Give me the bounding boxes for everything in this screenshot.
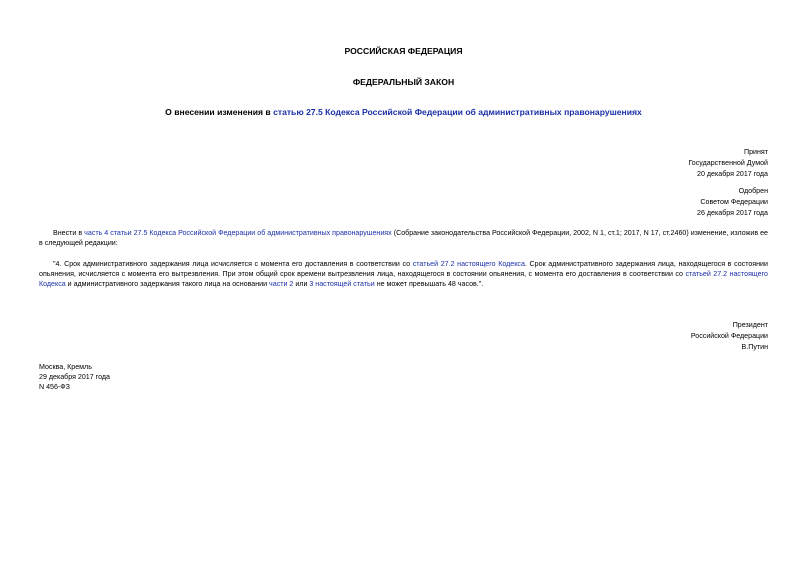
law-title-link[interactable]: статью 27.5 Кодекса Российской Федерации об административных правонарушениях (273, 107, 642, 117)
p2-link-part-3[interactable]: 3 настоящей статьи (309, 280, 375, 289)
footer-block (39, 362, 110, 392)
signature-block (691, 320, 768, 353)
p2-text-b: . Срок административного задержания лица, находящегося в состоянии опьянения, исчисляется с момента его вытрезвления. При этом общий срок времени вытрезвления лица, находящегося в состоянии опьянения, с момента его доставления в соответствии со (39, 260, 768, 279)
signature-name: В.Путин (741, 343, 768, 351)
footer-number: N 456-ФЗ (39, 383, 70, 391)
approved-body: Советом Федерации (700, 198, 768, 206)
signature-title-1: Президент (732, 321, 768, 329)
approved-label: Одобрен (738, 187, 768, 195)
p1-suffix: (Собрание законодательства Российской Федерации, 2002, N 1, ст.1; 2017, N 17, ст.2460) изменение, изложив ее в следующей редакции: (39, 229, 768, 248)
p2-link-part-2[interactable]: части 2 (269, 280, 294, 289)
adoption-state-duma (688, 147, 768, 180)
body-paragraph-2 (39, 259, 768, 290)
p2-text-e: не может превышать 48 часов.". (374, 280, 484, 289)
law-title (0, 107, 807, 118)
law-title-prefix: О внесении изменения в (165, 107, 274, 117)
p2-text-a: "4. Срок административного задержания лица исчисляется с момента его доставления в соответствии со (53, 260, 413, 268)
accepted-date: 20 декабря 2017 года (697, 170, 768, 178)
footer-date: 29 декабря 2017 года (39, 373, 110, 381)
p1-link-article[interactable]: часть 4 статьи 27.5 Кодекса Российской Федерации об административных правонарушениях (84, 229, 392, 237)
doc-type-heading: ФЕДЕРАЛЬНЫЙ ЗАКОН (352, 77, 455, 87)
body-paragraph-1 (39, 228, 768, 248)
signature-title-2: Российской Федерации (690, 332, 768, 340)
p2-link-article-27-2-first[interactable]: статьей 27.2 настоящего Кодекса (412, 260, 525, 268)
p2-text-d: или (293, 280, 310, 289)
country-heading: РОССИЙСКАЯ ФЕДЕРАЦИЯ (344, 46, 463, 56)
accepted-body: Государственной Думой (688, 159, 768, 167)
approved-date: 26 декабря 2017 года (697, 209, 768, 217)
p2-text-c: и административного задержания такого лица на основании (65, 280, 270, 289)
accepted-label: Принят (743, 148, 768, 156)
adoption-federation-council (697, 186, 768, 219)
p2-link-article-27-2-second[interactable]: статьей 27.2 настоящего Кодекса (39, 270, 768, 289)
p1-prefix: Внести в (53, 229, 85, 237)
footer-place: Москва, Кремль (39, 363, 92, 371)
